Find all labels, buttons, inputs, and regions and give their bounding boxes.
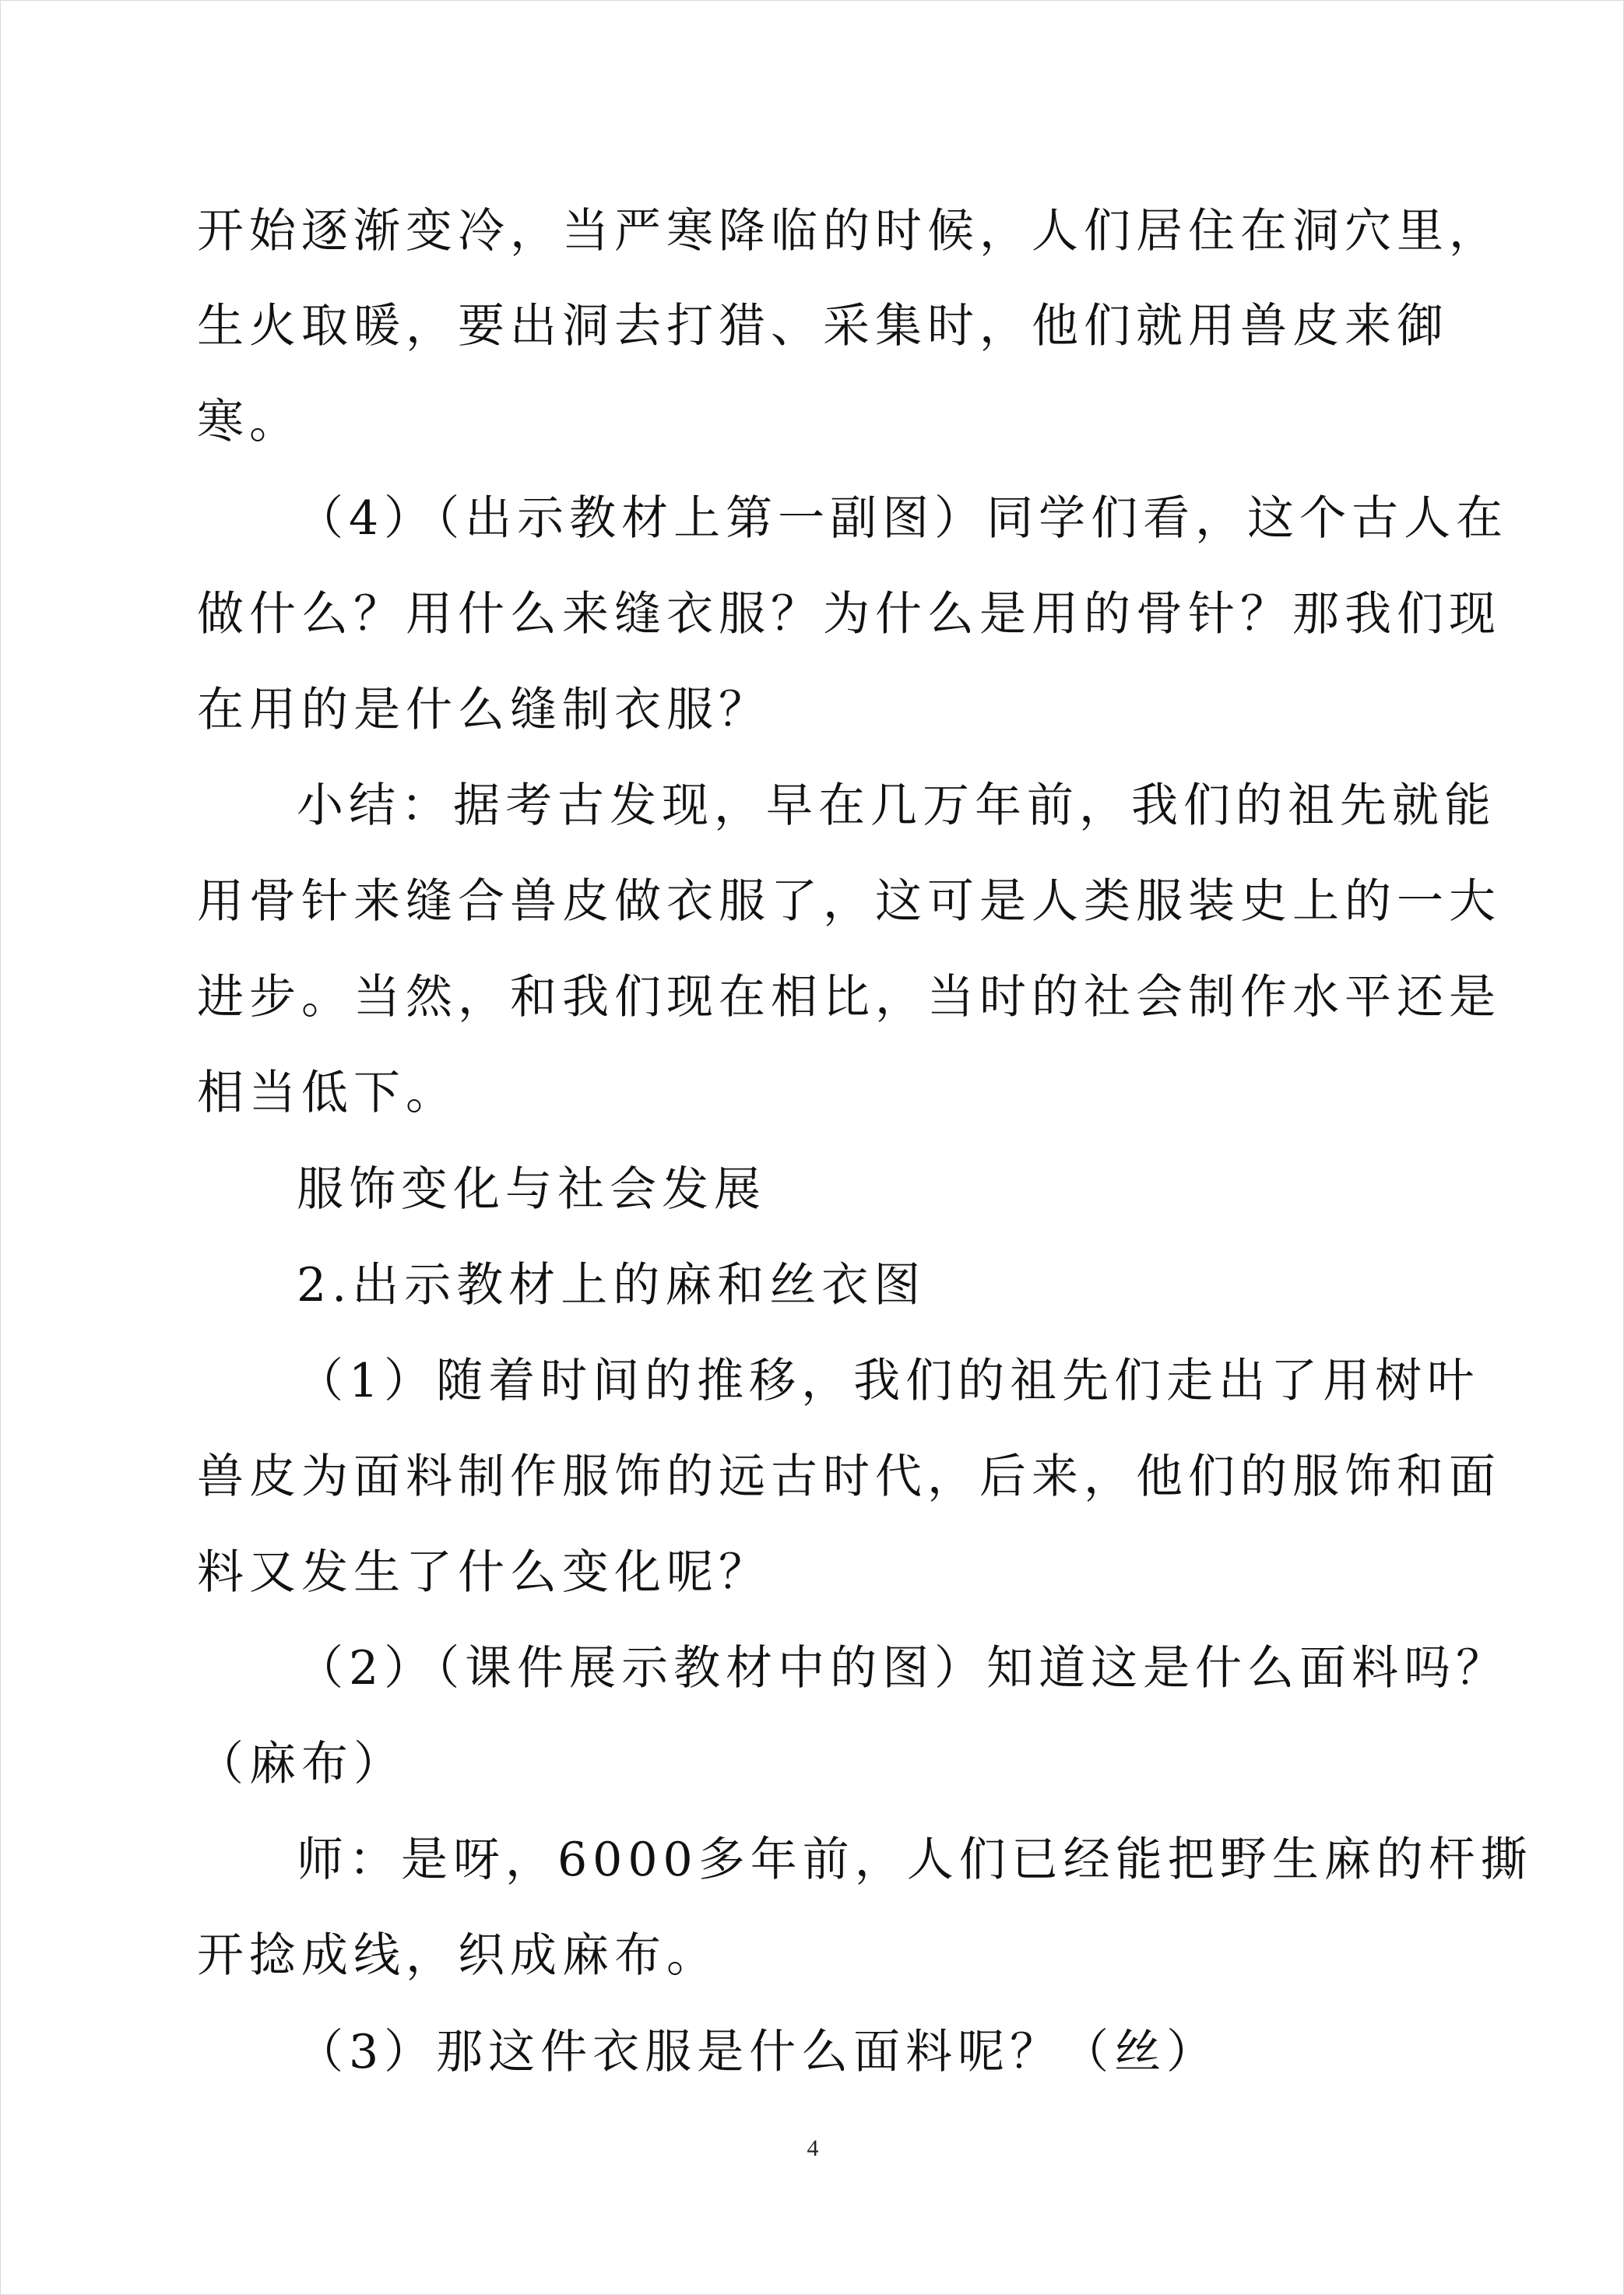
text-line: （4）（出示教材上第一副图）同学们看，这个古人在	[297, 491, 1509, 546]
text-line: 进步。当然，和我们现在相比，当时的社会制作水平还是	[197, 970, 1501, 1024]
text-line: （2）（课件展示教材中的图）知道这是什么面料吗？	[297, 1641, 1509, 1696]
text-line: 在用的是什么缝制衣服？	[197, 683, 771, 737]
text-line: （麻布）	[197, 1737, 406, 1791]
text-line: 师：是呀，6000多年前，人们已经能把野生麻的杆撕	[297, 1833, 1533, 1887]
text-line: 生火取暖，要出洞去打猎、采集时，他们就用兽皮来御	[197, 299, 1449, 353]
text-line: 2.出示教材上的麻和丝衣图	[297, 1258, 926, 1313]
text-line: 料又发生了什么变化呢？	[197, 1545, 771, 1600]
text-line: 小结：据考古发现，早在几万年前，我们的祖先就能	[297, 778, 1496, 833]
text-line: 开捻成线，织成麻布。	[197, 1928, 719, 1983]
text-line: 做什么？用什么来缝衣服？为什么是用的骨针？那我们现	[197, 587, 1501, 641]
text-line: 用骨针来缝合兽皮做衣服了，这可是人类服装史上的一大	[197, 874, 1501, 929]
text-line: 相当低下。	[197, 1066, 458, 1120]
page-number: 4	[807, 2135, 819, 2161]
text-line: 开始逐渐变冷，当严寒降临的时候，人们居住在洞穴里，	[197, 204, 1501, 258]
text-line: （3）那这件衣服是什么面料呢？（丝）	[297, 2025, 1219, 2079]
text-line: 寒。	[197, 395, 301, 449]
text-line: （1）随着时间的推移，我们的祖先们走出了用树叶	[297, 1354, 1480, 1408]
text-line: 兽皮为面料制作服饰的远古时代，后来，他们的服饰和面	[197, 1450, 1501, 1504]
section-heading: 服饰变化与社会发展	[297, 1162, 766, 1217]
